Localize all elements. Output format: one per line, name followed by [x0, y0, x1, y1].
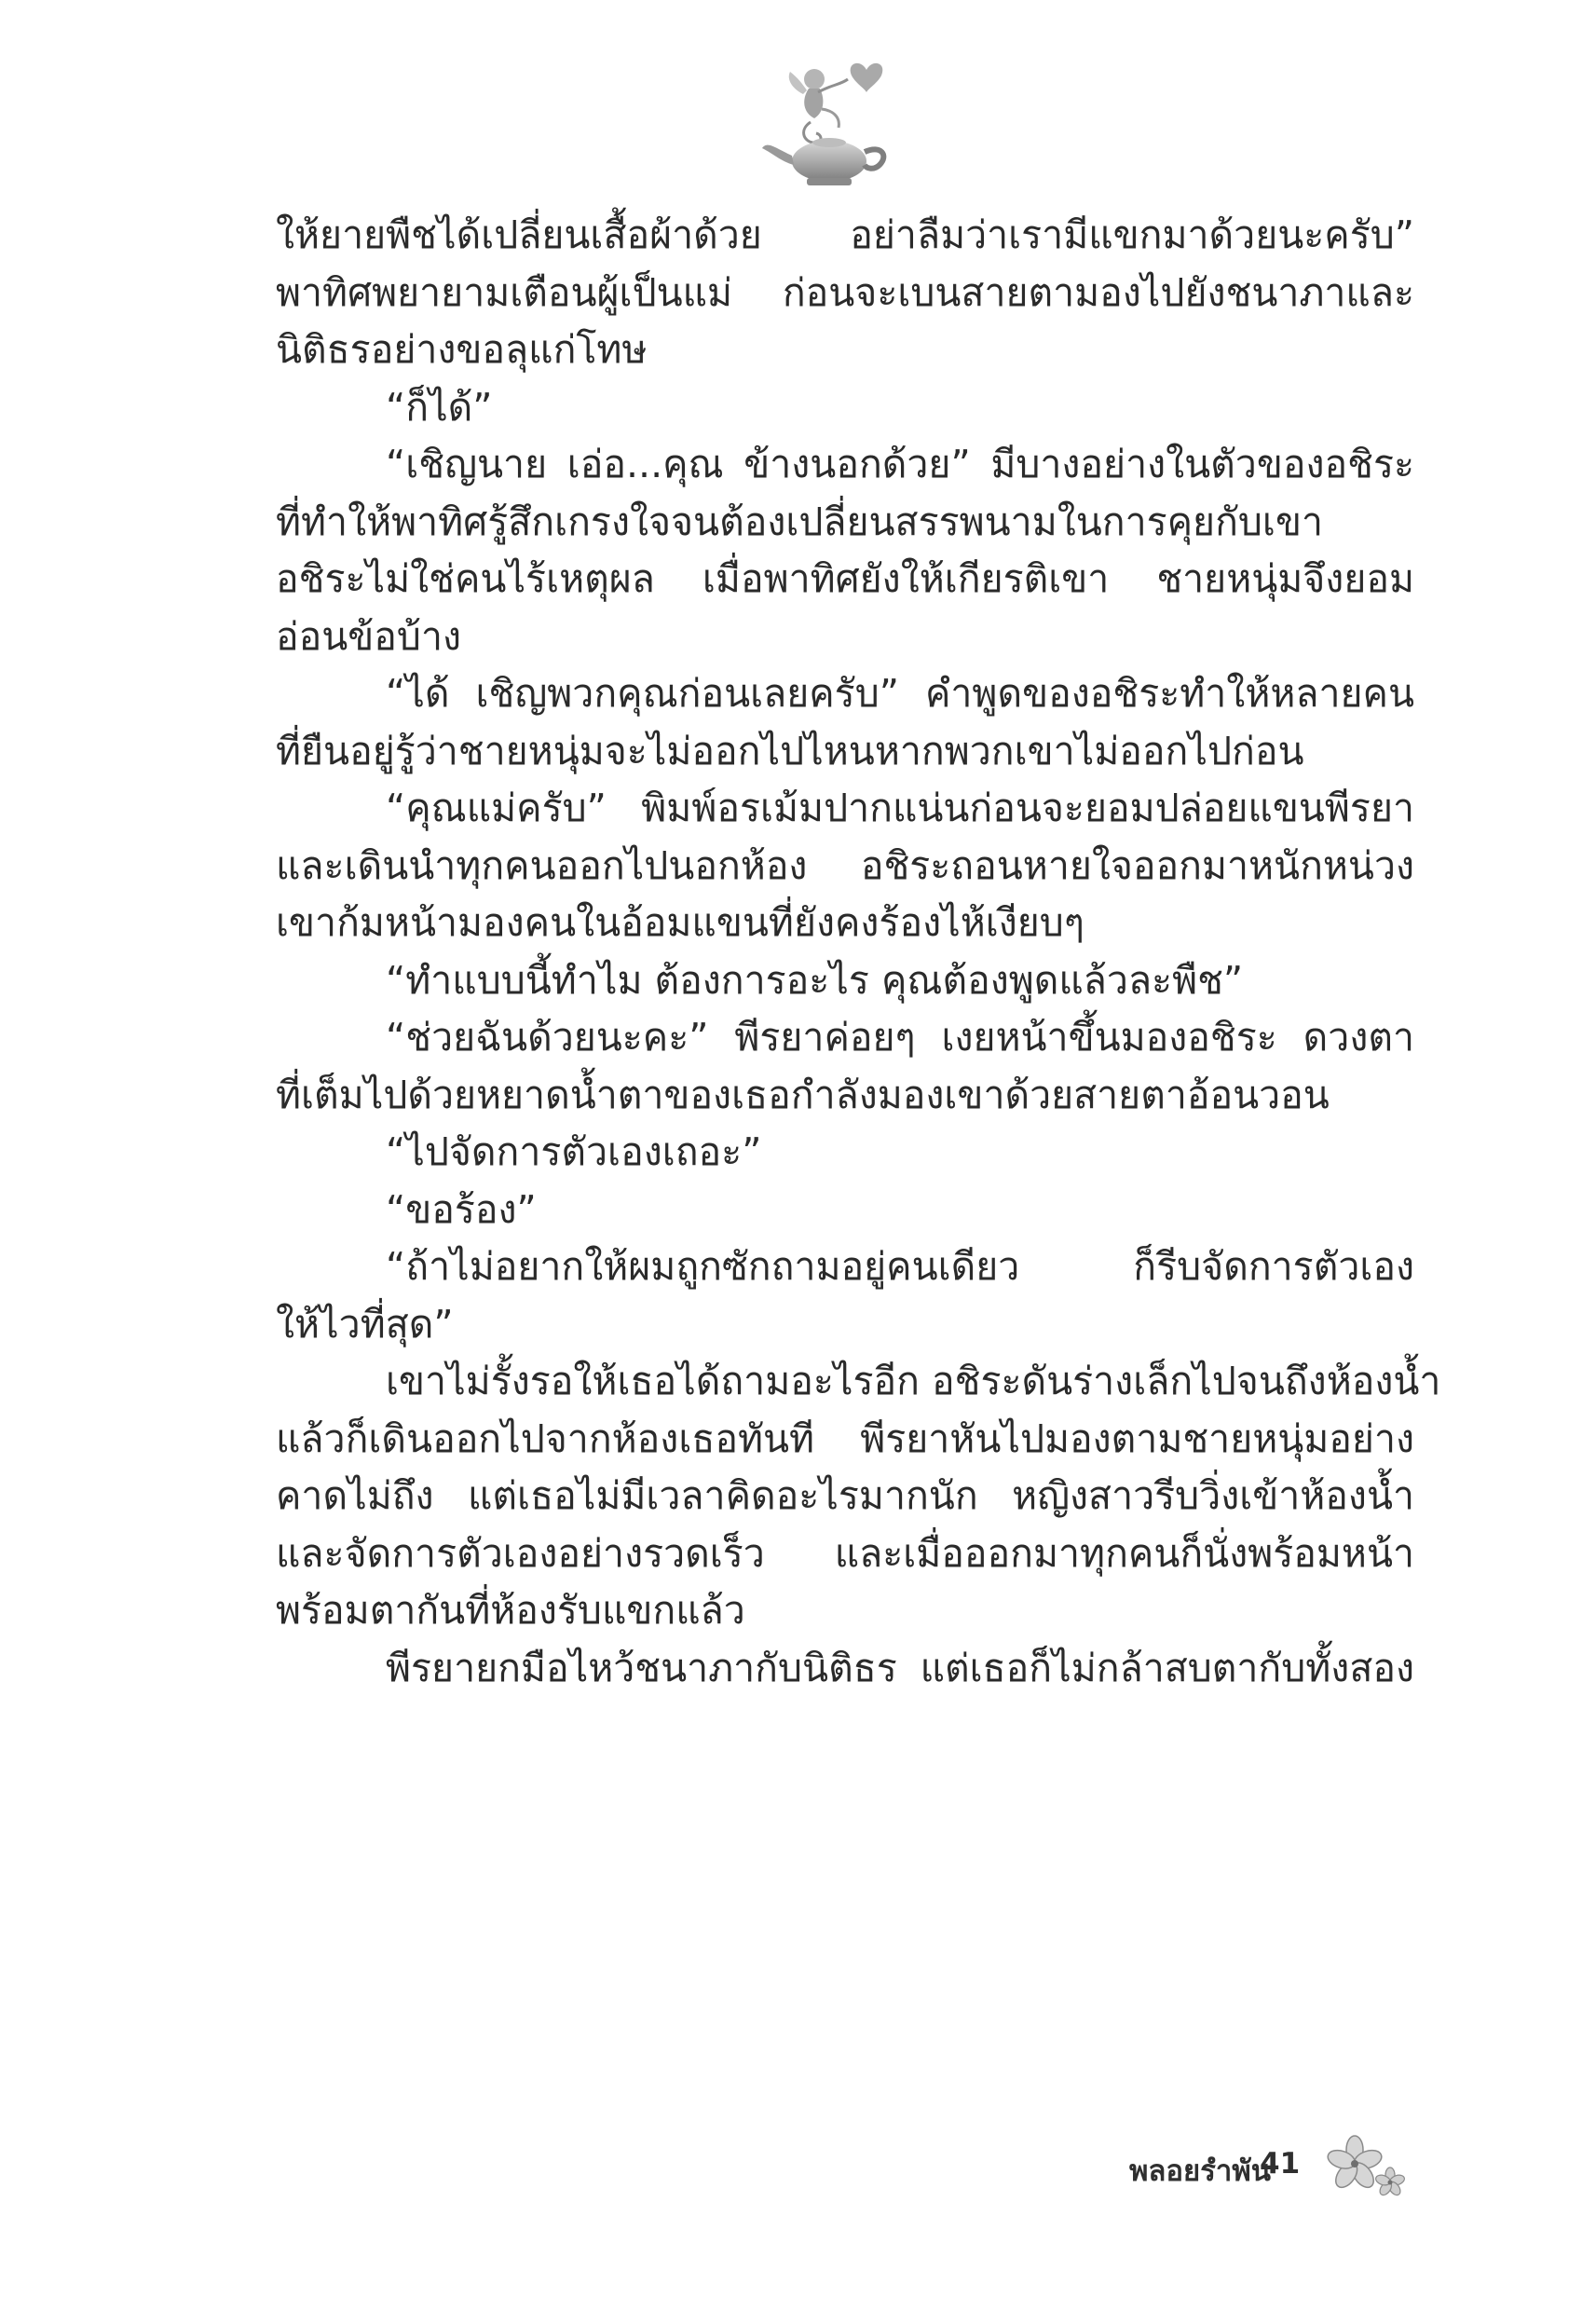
cupid-teapot-ornament-icon — [757, 51, 906, 191]
text-line: “เชิญนาย เอ่อ...คุณ ข้างนอกด้วย” มีบางอย่างในตัวของอชิระ — [386, 442, 1414, 486]
text-line: “ก็ได้” — [386, 384, 493, 430]
text-line: พาทิศพยายามเตือนผู้เป็นแม่ ก่อนจะเบนสายตามองไปยังชนาภาและ — [276, 269, 1414, 315]
text-line: ที่ทำให้พาทิศรู้สึกเกรงใจจนต้องเปลี่ยนสรรพนามในการคุยกับเขา — [276, 499, 1323, 544]
text-line: คาดไม่ถึง แต่เธอไม่มีเวลาคิดอะไรมากนัก หญิงสาวรีบวิ่งเข้าห้องน้ำ — [276, 1473, 1414, 1518]
text-line: “ไปจัดการตัวเองเถอะ” — [386, 1129, 762, 1174]
text-line: เขาก้มหน้ามองคนในอ้อมแขนที่ยังคงร้องไห้เงียบๆ — [276, 900, 1084, 945]
book-title: พลอยรำพัน — [1129, 2154, 1271, 2188]
frangipani-flower-icon — [1323, 2134, 1412, 2204]
text-line: ให้ยายพืชได้เปลี่ยนเสื้อผ้าด้วย อย่าลืมว่าเรามีแขกมาด้วยนะครับ” — [276, 212, 1414, 257]
text-line: “ช่วยฉันด้วยนะคะ” พีรยาค่อยๆ เงยหน้าขึ้นมองอชิระ ดวงตา — [386, 1015, 1414, 1060]
page-number: 41 — [1260, 2147, 1301, 2181]
text-line: อ่อนข้อบ้าง — [276, 613, 461, 659]
text-line: พร้อมตากันที่ห้องรับแขกแล้ว — [276, 1588, 745, 1633]
text-line: และเดินนำทุกคนออกไปนอกห้อง อชิระถอนหายใจออกมาหนักหน่วง — [276, 842, 1414, 888]
text-line: นิติธรอย่างขอลุแก่โทษ — [276, 327, 648, 372]
text-line: และจัดการตัวเองอย่างรวดเร็ว และเมื่อออกมาทุกคนก็นั่งพร้อมหน้า — [276, 1530, 1414, 1576]
body-text — [276, 207, 1441, 1697]
text-line: ที่เต็มไปด้วยหยาดน้ำตาของเธอกำลังมองเขาด้วยสายตาอ้อนวอน — [276, 1072, 1330, 1117]
text-line: “คุณแม่ครับ” พิมพ์อรเม้มปากแน่นก่อนจะยอมปล่อยแขนพีรยา — [386, 786, 1414, 830]
text-line: แล้วก็เดินออกไปจากห้องเธอทันที พีรยาหันไปมองตามชายหนุ่มอย่าง — [276, 1415, 1414, 1461]
text-line: พีรยายกมือไหว้ชนาภากับนิติธร แต่เธอก็ไม่กล้าสบตากับทั้งสอง — [386, 1645, 1414, 1690]
text-line: “ถ้าไม่อยากให้ผมถูกซักถามอยู่คนเดียว ก็รีบจัดการตัวเอง — [386, 1244, 1414, 1289]
page-footer — [0, 2134, 1596, 2208]
text-line: ที่ยืนอยู่รู้ว่าชายหนุ่มจะไม่ออกไปไหนหากพวกเขาไม่ออกไปก่อน — [276, 728, 1304, 773]
text-line: อชิระไม่ใช่คนไร้เหตุผล เมื่อพาทิศยังให้เกียรติเขา ชายหนุ่มจึงยอม — [276, 556, 1414, 601]
text-line: “ขอร้อง” — [386, 1186, 537, 1232]
text-line: “ทำแบบนี้ทำไม ต้องการอะไร คุณต้องพูดแล้วละพืช” — [386, 957, 1244, 1003]
text-line: ให้ไวที่สุด” — [276, 1301, 454, 1347]
text-line: เขาไม่รั้งรอให้เธอได้ถามอะไรอีก อชิระดันร่างเล็กไปจนถึงห้องน้ำ — [386, 1359, 1441, 1403]
text-line: “ได้ เชิญพวกคุณก่อนเลยครับ” คำพูดของอชิระทำให้หลายคน — [386, 671, 1414, 716]
